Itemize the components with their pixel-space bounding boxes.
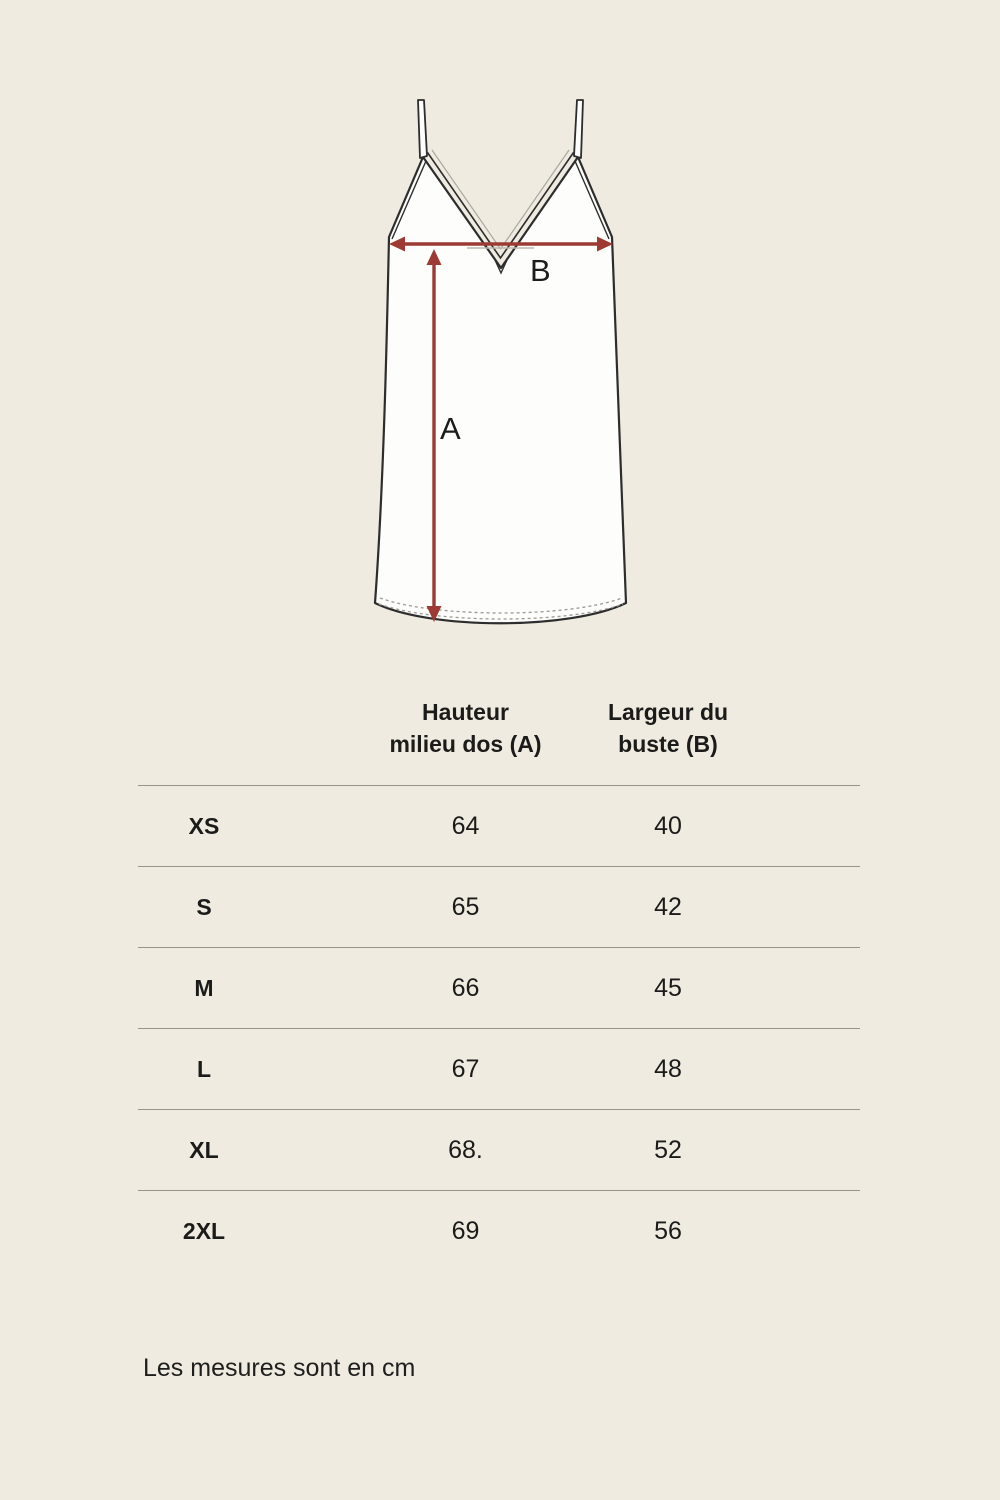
size-table-header	[138, 692, 860, 785]
garment-diagram	[0, 0, 1000, 660]
size-label: S	[196, 894, 212, 920]
size-label: 2XL	[182, 1218, 226, 1244]
strap-left	[418, 100, 427, 158]
size-label: M	[194, 975, 214, 1001]
column-header-width-b-line1: Largeur du	[607, 699, 729, 725]
garment-outline	[375, 100, 626, 623]
table-row-l	[138, 1028, 860, 1109]
column-header-height-a-line1: Hauteur	[422, 699, 509, 725]
table-row-xs	[138, 785, 860, 866]
width-b-value: 56	[654, 1217, 682, 1245]
size-label: L	[196, 1056, 212, 1082]
width-b-value: 42	[654, 893, 682, 921]
column-header-height-a-line2: milieu dos (A)	[389, 731, 542, 757]
height-a-value: 67	[451, 1055, 480, 1083]
height-a-value: 66	[451, 974, 480, 1002]
table-row-m	[138, 947, 860, 1028]
table-row-xl	[138, 1109, 860, 1190]
height-a-value: 69	[451, 1217, 480, 1245]
measurements-unit-note: Les mesures sont en cm	[143, 1354, 416, 1382]
width-b-value: 40	[654, 812, 682, 840]
table-row-s	[138, 866, 860, 947]
height-a-value: 64	[451, 812, 480, 840]
size-label: XL	[189, 1137, 219, 1163]
size-table	[138, 692, 860, 1271]
column-header-width-b-line2: buste (B)	[618, 731, 718, 757]
measurement-label-a: A	[440, 411, 461, 446]
strap-right	[574, 100, 583, 158]
width-b-value: 52	[654, 1136, 682, 1164]
garment-drawing-svg	[0, 0, 1000, 660]
garment-body-path	[375, 157, 626, 623]
height-a-value: 65	[451, 893, 480, 921]
table-row-2xl	[138, 1190, 860, 1271]
width-b-value: 45	[654, 974, 682, 1002]
measurement-label-b: B	[530, 253, 551, 288]
column-header-width-b	[558, 696, 778, 760]
size-label: XS	[188, 813, 220, 839]
height-a-value: 68.	[448, 1136, 483, 1164]
width-b-value: 48	[654, 1055, 682, 1083]
